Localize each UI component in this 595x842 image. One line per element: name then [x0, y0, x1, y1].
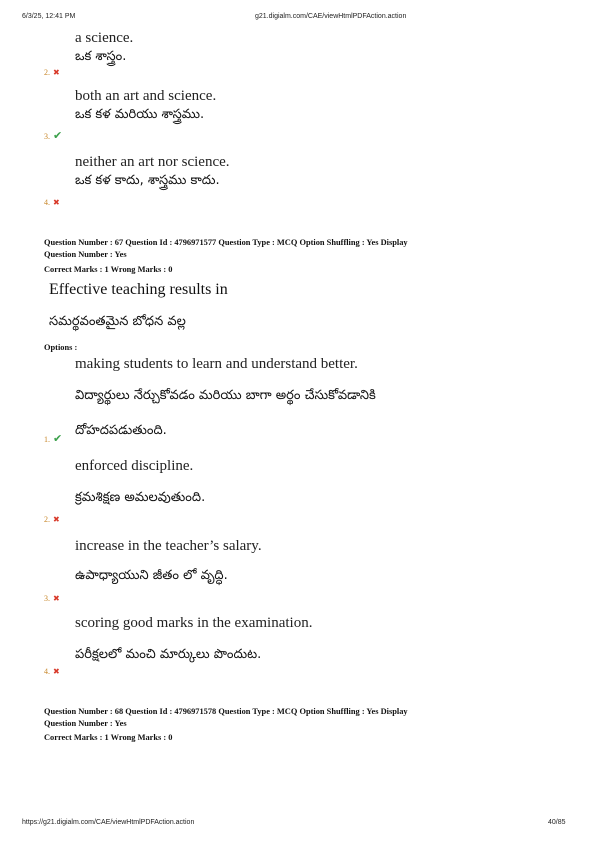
q68-marks: Correct Marks : 1 Wrong Marks : 0	[44, 733, 173, 742]
print-url: g21.digialm.com/CAE/viewHtmlPDFAction.action	[255, 13, 407, 20]
q67-option-1-telugu-line-2: దోహదపడుతుంది.	[75, 423, 167, 438]
q67-question-telugu: సమర్థవంతమైన బోధన వల్ల	[49, 314, 186, 329]
prev-option-4-telugu: ఒక కళ కాదు, శాస్త్రము కాదు.	[75, 173, 220, 188]
options-label: Options :	[44, 343, 78, 352]
wrong-cross-icon: ✖	[53, 515, 60, 524]
q67-marks: Correct Marks : 1 Wrong Marks : 0	[44, 265, 173, 274]
correct-check-icon: ✔	[53, 432, 63, 445]
q68-meta-line-2: Question Number : Yes	[44, 719, 127, 728]
prev-option-3-english: both an art and science.	[75, 88, 217, 104]
option-number: 2.	[44, 68, 50, 77]
wrong-cross-icon: ✖	[53, 667, 60, 676]
prev-option-3-telugu: ఒక కళ మరియు శాస్త్రము.	[75, 107, 205, 122]
option-number: 2.	[44, 515, 50, 524]
prev-option-1-english: a science.	[75, 30, 134, 46]
prev-option-2-telugu: ఒక శాస్త్రం.	[75, 49, 127, 64]
wrong-cross-icon: ✖	[53, 68, 60, 77]
wrong-cross-icon: ✖	[53, 594, 60, 603]
option-number: 4.	[44, 667, 50, 676]
q67-option-3-telugu: ఉపాధ్యాయుని జీతం లో వృద్ధి.	[75, 568, 228, 583]
prev-option-4-english: neither an art nor science.	[75, 154, 230, 170]
print-datetime: 6/3/25, 12:41 PM	[22, 13, 76, 20]
option-number: 3.	[44, 594, 50, 603]
q67-option-4-english: scoring good marks in the examination.	[75, 615, 313, 631]
correct-check-icon: ✔	[53, 129, 63, 142]
q67-option-4-telugu: పరీక్షలలో మంచి మార్కులు పొందుట.	[75, 647, 262, 662]
q67-option-1-marker	[44, 427, 62, 446]
prev-option-2-marker	[44, 60, 60, 79]
q67-option-3-marker	[44, 586, 60, 605]
q67-option-2-english: enforced discipline.	[75, 458, 194, 474]
q67-option-1-telugu-line-1: విద్యార్థులు నేర్చుకోవడం మరియు బాగా అర్థం చేసుకోవడానికి	[75, 388, 376, 403]
q67-option-3-english: increase in the teacher’s salary.	[75, 538, 262, 554]
q67-option-1-english: making students to learn and understand better.	[75, 356, 358, 372]
option-number: 3.	[44, 132, 50, 141]
q67-question-english: Effective teaching results in	[49, 281, 228, 298]
q67-option-2-marker	[44, 507, 60, 526]
q67-option-2-telugu: క్రమశిక్షణ అమలవుతుంది.	[75, 490, 206, 505]
option-number: 4.	[44, 198, 50, 207]
q68-meta-line-1: Question Number : 68 Question Id : 4796971578 Question Type : MCQ Option Shuffling : Yes Display	[44, 707, 408, 716]
q67-option-4-marker	[44, 659, 60, 678]
q67-meta-line-2: Question Number : Yes	[44, 250, 127, 259]
q67-meta-line-1: Question Number : 67 Question Id : 4796971577 Question Type : MCQ Option Shuffling : Yes Display	[44, 238, 408, 247]
prev-option-4-marker	[44, 190, 60, 209]
wrong-cross-icon: ✖	[53, 198, 60, 207]
footer-url: https://g21.digialm.com/CAE/viewHtmlPDFAction.action	[22, 819, 195, 826]
option-number: 1.	[44, 435, 50, 444]
page-number: 40/85	[548, 819, 566, 826]
prev-option-3-marker	[44, 124, 62, 143]
